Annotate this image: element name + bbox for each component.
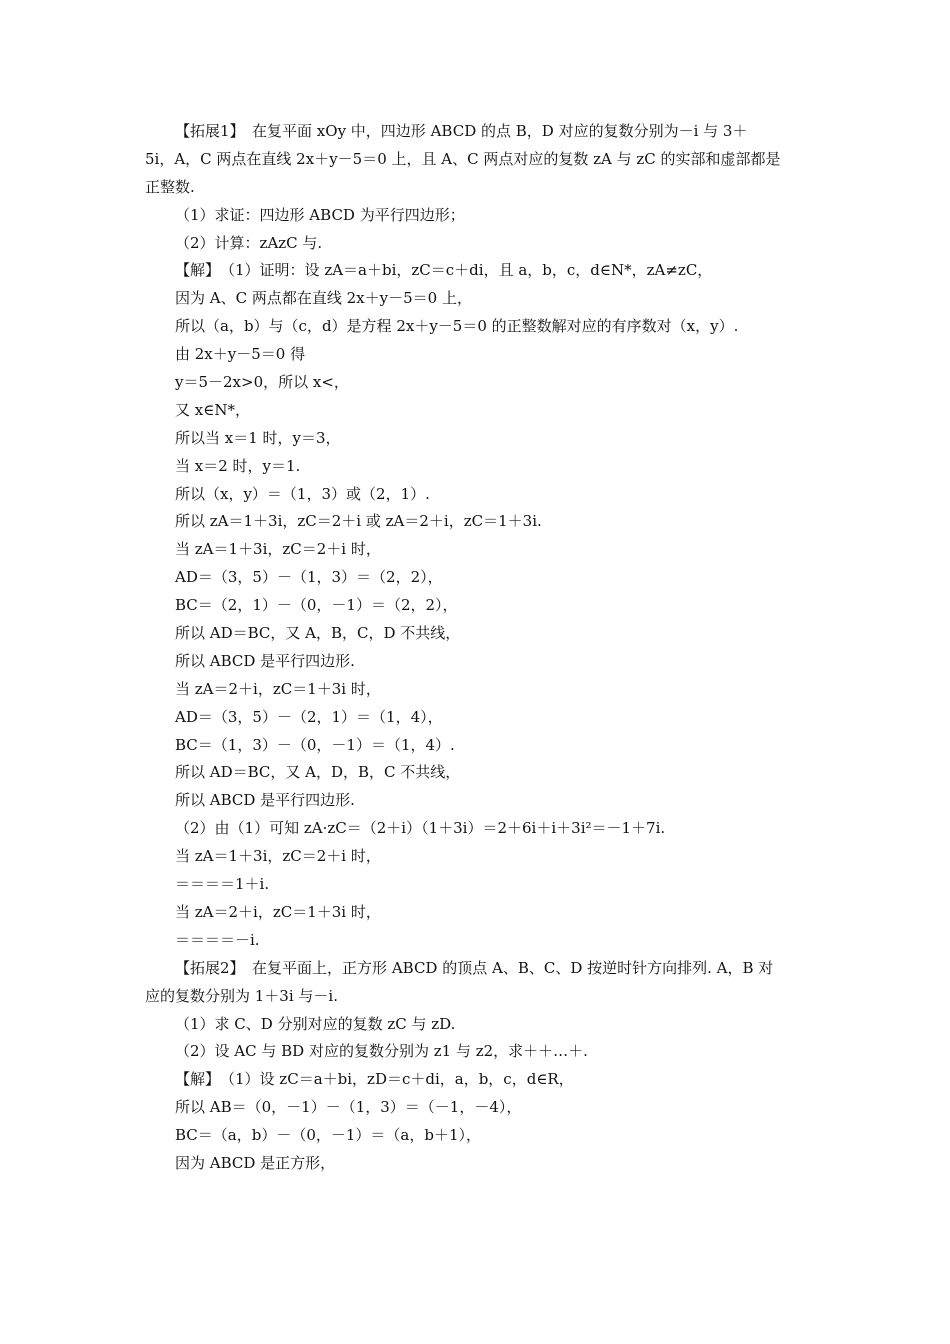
document-line: 所以 AB＝（0，－1）－（1，3）＝（－1，－4）， <box>175 1098 522 1117</box>
document-line: （2）设 AC 与 BD 对应的复数分别为 z1 与 z2，求＋＋…＋. <box>175 1042 588 1061</box>
document-line: 5i，A，C 两点在直线 2x＋y－5＝0 上，且 A、C 两点对应的复数 zA 与 zC 的实部和虚部都是 <box>145 149 781 168</box>
document-line: 所以（a，b）与（c，d）是方程 2x＋y－5＝0 的正整数解对应的有序数对（x，y）. <box>175 317 739 336</box>
document-line: （2）由（1）可知 zA·zC＝（2＋i）（1＋3i）＝2＋6i＋i＋3i²＝－1＋7i. <box>175 819 666 838</box>
document-line: 当 zA＝1＋3i，zC＝2＋i 时， <box>175 540 381 559</box>
document-line: 所以 AD＝BC，又 A，D，B，C 不共线， <box>175 763 461 782</box>
document-line: ＝＝＝＝－i. <box>175 930 260 949</box>
document-line: 又 x∈N*， <box>175 400 250 419</box>
document-line: 当 zA＝2＋i，zC＝1＋3i 时， <box>175 679 381 698</box>
document-line: BC＝（2，1）－（0，－1）＝（2，2）， <box>175 596 458 615</box>
document-line: 当 zA＝1＋3i，zC＝2＋i 时， <box>175 847 381 866</box>
document-line: （1）求证：四边形 ABCD 为平行四边形； <box>175 205 465 224</box>
document-line: 所以 zA＝1＋3i，zC＝2＋i 或 zA＝2＋i，zC＝1＋3i. <box>175 512 542 531</box>
document-line: ＝＝＝＝1＋i. <box>175 875 270 894</box>
document-line: 当 x＝2 时，y＝1. <box>175 456 301 475</box>
document-line: 当 zA＝2＋i，zC＝1＋3i 时， <box>175 902 381 921</box>
document-line: 所以 ABCD 是平行四边形. <box>175 791 355 810</box>
document-line: 正整数. <box>145 177 195 196</box>
document-line: （2）计算：zAzC 与. <box>175 233 323 252</box>
document-body <box>145 118 835 1178</box>
document-line: 应的复数分别为 1＋3i 与－i. <box>145 986 338 1005</box>
document-line: 由 2x＋y－5＝0 得 <box>175 345 306 364</box>
document-line: AD＝（3，5）－（1，3）＝（2，2）， <box>175 568 443 587</box>
document-line: y＝5－2x>0，所以 x<， <box>175 373 349 392</box>
document-line: 所以当 x＝1 时，y＝3， <box>175 428 341 447</box>
document-line: 所以 ABCD 是平行四边形. <box>175 651 355 670</box>
document-line: 因为 ABCD 是正方形， <box>175 1153 336 1172</box>
document-line: AD＝（3，5）－（2，1）＝（1，4）， <box>175 707 443 726</box>
document-line: 【拓展1】 在复平面 xOy 中，四边形 ABCD 的点 B，D 对应的复数分别为－i 与 3＋ <box>175 122 748 140</box>
document-line: 【解】 （1）设 zC＝a＋bi，zD＝c＋di，a，b，c，d∈R， <box>175 1070 574 1089</box>
document-line: 【解】 （1）证明：设 zA＝a＋bi，zC＝c＋di，且 a，b，c，d∈N*，zA≠zC， <box>175 261 713 280</box>
document-line: 所以（x，y）＝（1，3）或（2，1）. <box>175 484 430 503</box>
document-line: BC＝（1，3）－（0，－1）＝（1，4）. <box>175 735 455 754</box>
document-line: 【拓展2】 在复平面上，正方形 ABCD 的顶点 A、B、C、D 按逆时针方向排列. A，B 对 <box>175 958 774 977</box>
document-line: 所以 AD＝BC，又 A，B，C，D 不共线， <box>175 624 461 643</box>
document-line: BC＝（a，b）－（0，－1）＝（a，b＋1）， <box>175 1126 482 1145</box>
document-line: （1）求 C、D 分别对应的复数 zC 与 zD. <box>175 1014 456 1033</box>
document-line: 因为 A、C 两点都在直线 2x＋y－5＝0 上， <box>175 289 472 308</box>
